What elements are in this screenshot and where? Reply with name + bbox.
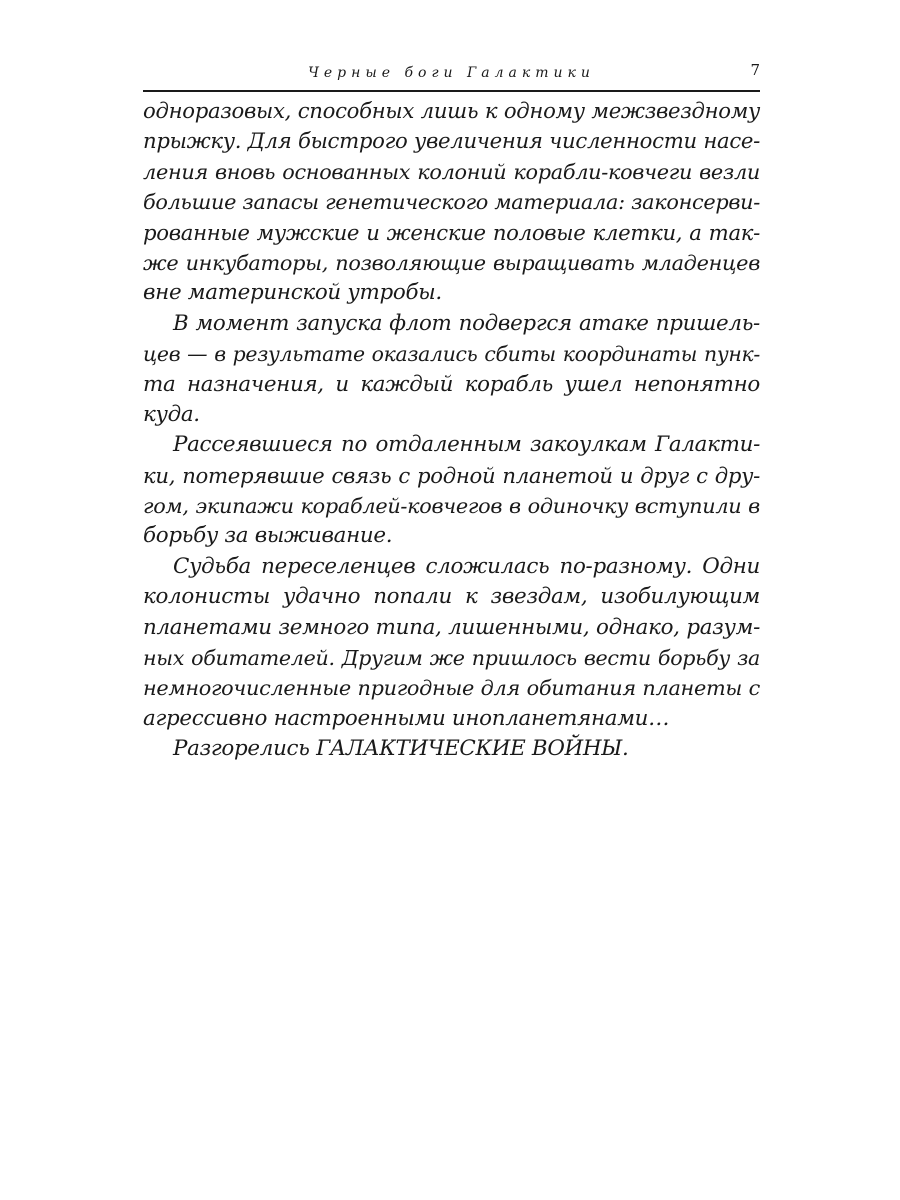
text-line: ления вновь основанных колоний корабли-ковчеги везли <box>143 159 760 184</box>
text-line: та назначения, и каждый корабль ушел непонятно <box>143 371 760 397</box>
text-line: агрессивно настроенными инопланетянами… <box>143 705 670 731</box>
text-line: ки, потерявшие связь с родной планетой и друг с дру- <box>143 462 760 488</box>
text-line: борьбу за выживание. <box>143 523 393 549</box>
text-line: цев — в результате оказались сбиты координаты пунк- <box>143 342 760 367</box>
paragraph-2 <box>143 309 760 431</box>
paragraph-3 <box>143 430 760 552</box>
text-line: одноразовых, способных лишь к одному межзвездному <box>143 98 760 123</box>
text-line: колонисты удачно попали к звездам, изобилующим <box>143 584 760 610</box>
text-line: же инкубаторы, позволяющие выращивать младенцев <box>143 250 760 275</box>
text-line: В момент запуска флот подвергся атаке пришель- <box>173 310 760 336</box>
running-header <box>143 62 760 92</box>
text-line: гом, экипажи кораблей-ковчегов в одиночку вступили в <box>143 494 760 519</box>
text-line: вне материнской утробы. <box>143 280 442 306</box>
text-line: прыжку. Для быстрого увеличения численности насе- <box>143 128 760 154</box>
text-line: большие запасы генетического материала: законсерви- <box>143 190 760 215</box>
text-line: Судьба переселенцев сложилась по-разному. Одни <box>173 553 760 579</box>
text-line: немногочисленные пригодные для обитания планеты с <box>143 676 760 701</box>
text-line: куда. <box>143 401 200 427</box>
paragraph-4 <box>143 552 760 734</box>
page-number: 7 <box>750 61 760 79</box>
paragraph-1 <box>143 96 760 309</box>
text-line: ных обитателей. Другим же пришлось вести борьбу за <box>143 646 760 671</box>
paragraph-5 <box>143 734 760 764</box>
body-text <box>143 96 760 765</box>
text-line: Рассеявшиеся по отдаленным закоулкам Галакти- <box>173 432 760 458</box>
text-line: Разгорелись ГАЛАКТИЧЕСКИЕ ВОЙНЫ. <box>173 736 629 762</box>
text-line: планетами земного типа, лишенными, однако, разум- <box>143 614 760 640</box>
text-line: рованные мужские и женские половые клетки, а так- <box>143 219 760 245</box>
running-title: Черные боги Галактики <box>308 65 595 81</box>
